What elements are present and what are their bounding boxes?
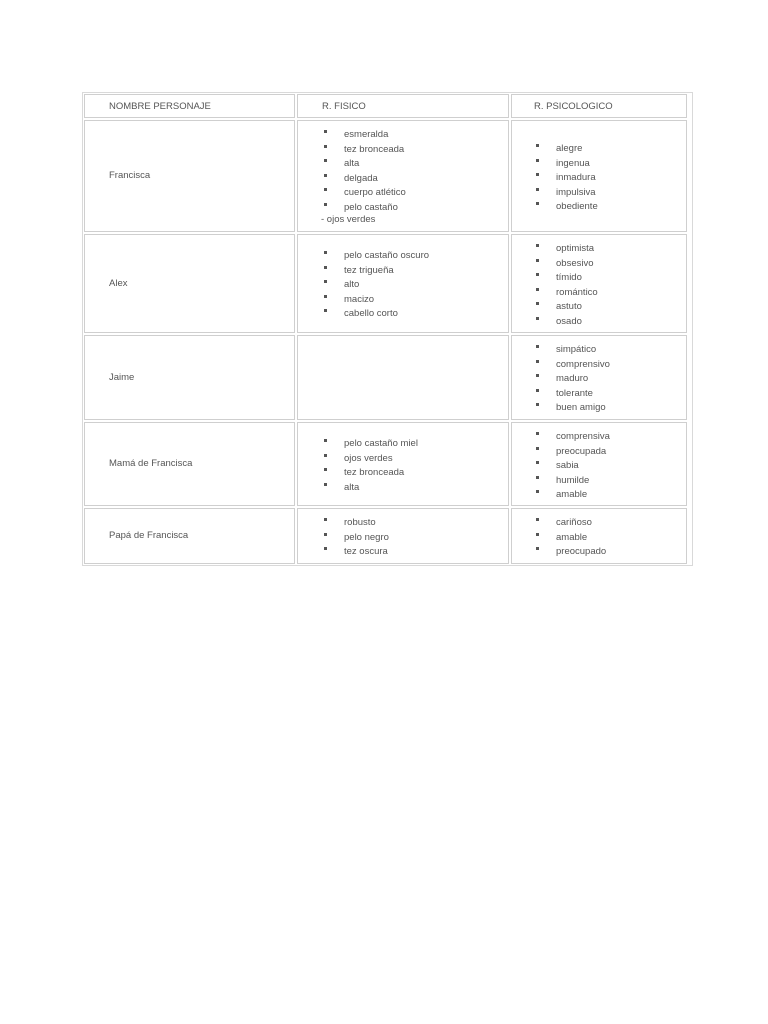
list-item: osado [534,315,598,330]
name-cell [84,422,295,506]
list-item: preocupada [534,445,610,460]
list-item: optimista [534,242,598,257]
list-item: romántico [534,286,598,301]
name-cell [84,508,295,564]
list-item: impulsiva [534,186,598,201]
list-item: amable [534,488,610,503]
character-name: Papá de Francisca [109,529,189,541]
list-item: tímido [534,271,598,286]
psychological-list [534,142,598,215]
psychological-cell [511,234,687,333]
list-item: tez bronceada [322,466,418,481]
physical-cell [297,422,509,506]
list-item: robusto [322,516,389,531]
header-psychological-label: R. PSICOLOGICO [534,101,613,112]
list-item: tolerante [534,387,610,402]
header-name-label: NOMBRE PERSONAJE [109,101,211,112]
physical-list [322,249,429,322]
list-item: cariñoso [534,516,606,531]
physical-list [322,516,389,560]
psychological-cell [511,120,687,232]
list-item: tez trigueña [322,264,429,279]
physical-extra-note: - ojos verdes [321,214,376,225]
list-item: tez oscura [322,545,389,560]
psychological-cell [511,508,687,564]
list-item: ojos verdes [322,452,418,467]
list-item: sabia [534,459,610,474]
header-name-cell [84,94,295,118]
character-name: Francisca [109,169,151,181]
list-item: preocupado [534,545,606,560]
psychological-list [534,242,598,329]
list-item: macizo [322,293,429,308]
list-item: pelo castaño miel [322,437,418,452]
list-item: astuto [534,300,598,315]
psychological-list [534,430,610,503]
physical-cell [297,508,509,564]
list-item: comprensiva [534,430,610,445]
list-item: pelo negro [322,531,389,546]
list-item: alta [322,481,418,496]
list-item: pelo castaño oscuro [322,249,429,264]
list-item: ingenua [534,157,598,172]
list-item: tez bronceada [322,143,406,158]
list-item: delgada [322,172,406,187]
physical-cell [297,120,509,232]
physical-cell [297,234,509,333]
psychological-cell [511,422,687,506]
physical-list [322,437,418,495]
header-physical-label: R. FISICO [322,101,366,112]
table-row-alex [83,233,692,334]
psychological-list [534,516,606,560]
character-name: Alex [109,277,128,289]
list-item: cuerpo atlético [322,186,406,201]
list-item: simpático [534,343,610,358]
character-table [82,92,693,566]
list-item: buen amigo [534,401,610,416]
list-item: alta [322,157,406,172]
header-physical-cell [297,94,509,118]
table-row-mama [83,421,692,507]
table-row-francisca [83,119,692,233]
list-item: alegre [534,142,598,157]
list-item: maduro [534,372,610,387]
list-item: inmadura [534,171,598,186]
list-item: obsesivo [534,257,598,272]
name-cell [84,120,295,232]
psychological-list [534,343,610,416]
table-row-jaime [83,334,692,421]
name-cell [84,335,295,420]
list-item: humilde [534,474,610,489]
list-item: pelo castaño [322,201,406,216]
list-item: cabello corto [322,307,429,322]
table-header-row [83,93,692,119]
character-name: Jaime [109,371,135,383]
physical-list [322,128,406,215]
header-psychological-cell [511,94,687,118]
psychological-cell [511,335,687,420]
list-item: comprensivo [534,358,610,373]
list-item: amable [534,531,606,546]
list-item: obediente [534,200,598,215]
character-name: Mamá de Francisca [109,457,193,469]
physical-cell [297,335,509,420]
name-cell [84,234,295,333]
table-row-papa [83,507,692,565]
list-item: alto [322,278,429,293]
list-item: esmeralda [322,128,406,143]
